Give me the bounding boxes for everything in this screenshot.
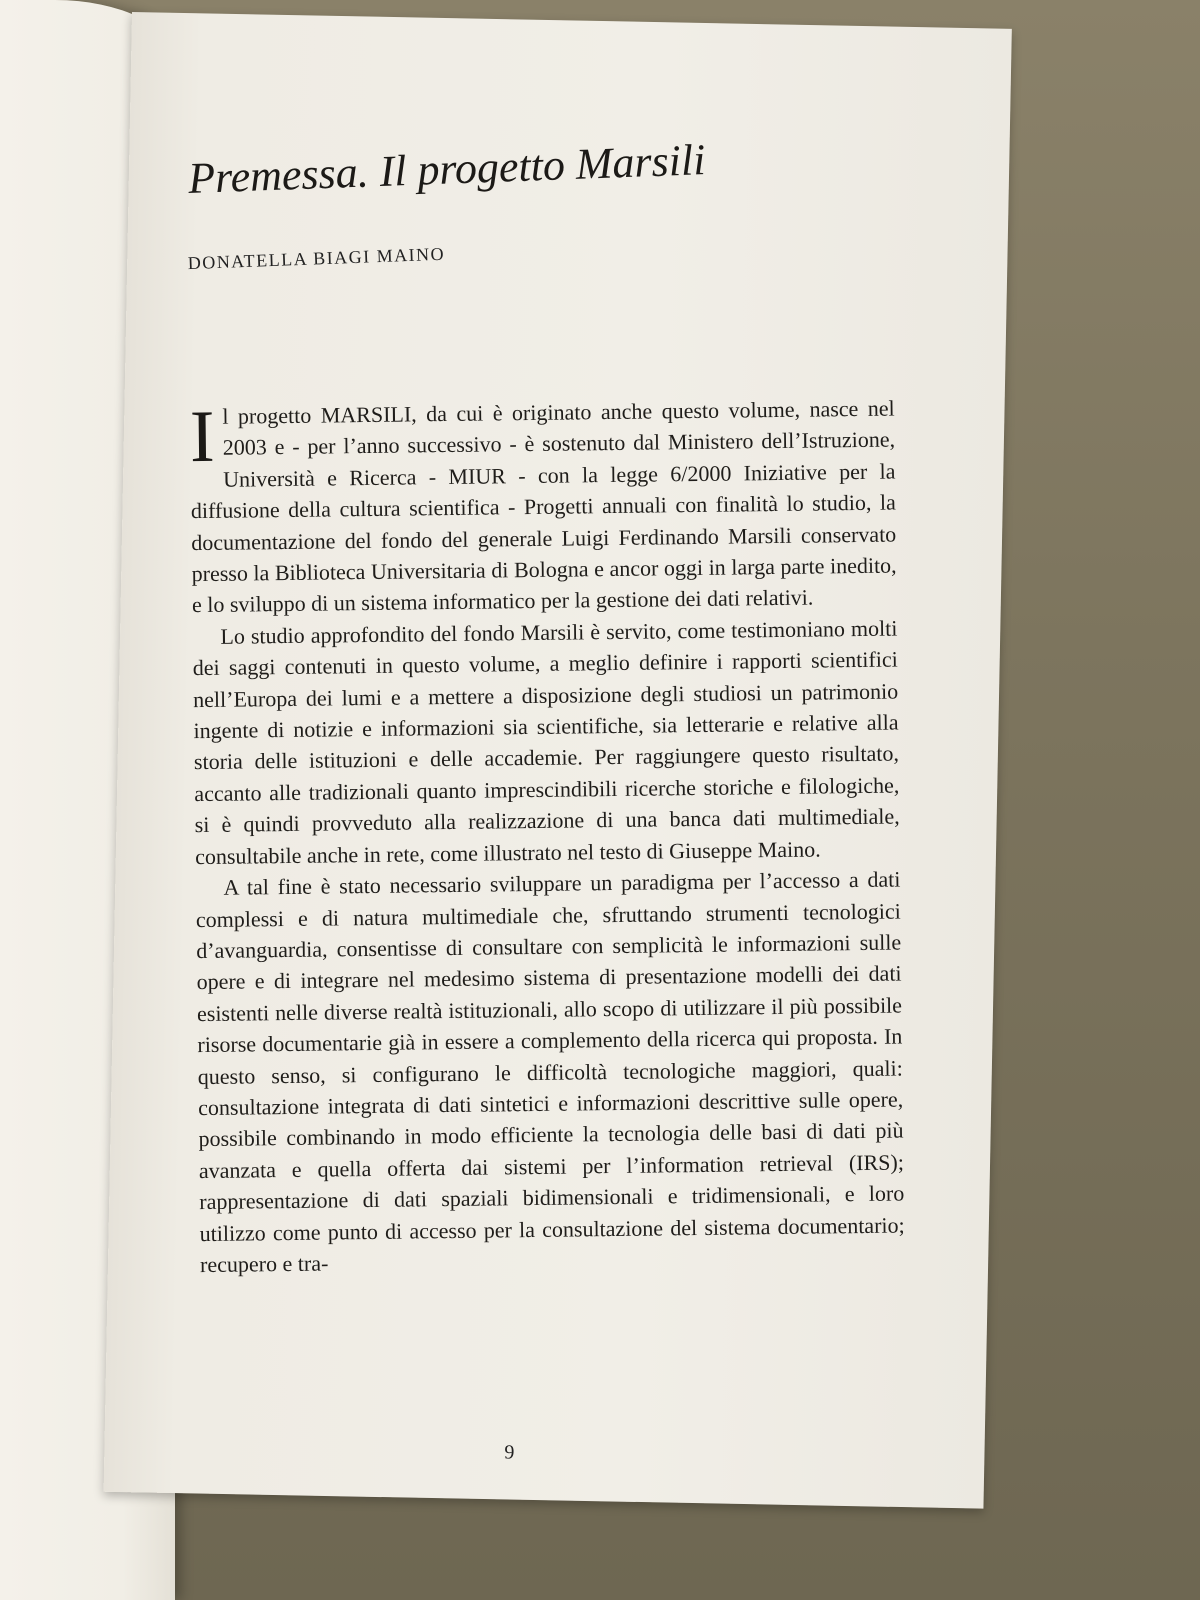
paragraph-1-text: l progetto MARSILI, da cui è originato anche questo volume, nasce nel 2003 e - per l’anno successivo - è sostenuto dal Ministero dell’Istruzione, Università e Ricerca - MIUR - con la legge 6/2000 Iniziative per la diffusione della cultura scientifica - Progetti annuali con finalità lo studio, la documentazione del fondo del generale Luigi Ferdinando Marsili conservato presso la Biblioteca Universitaria di Bologna e ancor oggi in larga parte inedito, e lo sviluppo di un sistema informatico per la gestione dei dati relativi. <box>190 395 897 618</box>
book-page <box>104 12 1012 1509</box>
paragraph-2: Lo studio approfondito del fondo Marsili è servito, come testimoniano molti dei saggi contenuti in questo volume, a meglio definire i rapporti scientifici nell’Europa dei lumi e a mettere a disposizione degli studiosi un patrimonio ingente di notizie e informazioni sia scientifiche, sia letterarie e relative alla storia delle istituzioni e delle accademie. Per raggiungere questo risultato, accanto alle tradizionali quanto imprescindibili ricerche storiche e filologiche, si è quindi provveduto alla realizzazione di una banca dati multimediale, consultabile anche in rete, come illustrato nel testo di Giuseppe Maino. <box>192 615 900 869</box>
paragraph-3: A tal fine è stato necessario sviluppare un paradigma per l’accesso a dati complessi e di natura multimediale che, sfruttando strumenti tecnologici d’avanguardia, consentisse di consultare con semplicità le informazioni sulle opere e di integrare nel medesimo sistema di presentazione modelli dei dati esistenti nelle diverse realtà istituzionali, allo scopo di utilizzare il più possibile risorse documentarie già in essere a complemento della ricerca qui proposta. In questo senso, si configurano le difficoltà tecnologiche maggiori, quali: consultazione integrata di dati sintetici e informazioni descrittive sulle opere, possibile combinando in modo efficiente la tecnologia delle basi di dati più avanzata e quella offerta dai sistemi per l’information retrieval (IRS); rappresentazione di dati spaziali bidimensionali e tridimensionali, e loro utilizzo come punto di accesso per la consultazione del sistema documentario; recupero e tra- <box>195 866 905 1278</box>
drop-cap: I <box>189 395 216 479</box>
author-name: DONATELLA BIAGI MAINO <box>187 243 446 274</box>
body-text <box>190 393 906 1281</box>
page-number: 9 <box>504 1441 515 1464</box>
paragraph-1 <box>190 393 898 621</box>
page-title: Premessa. Il progetto Marsili <box>187 135 707 204</box>
